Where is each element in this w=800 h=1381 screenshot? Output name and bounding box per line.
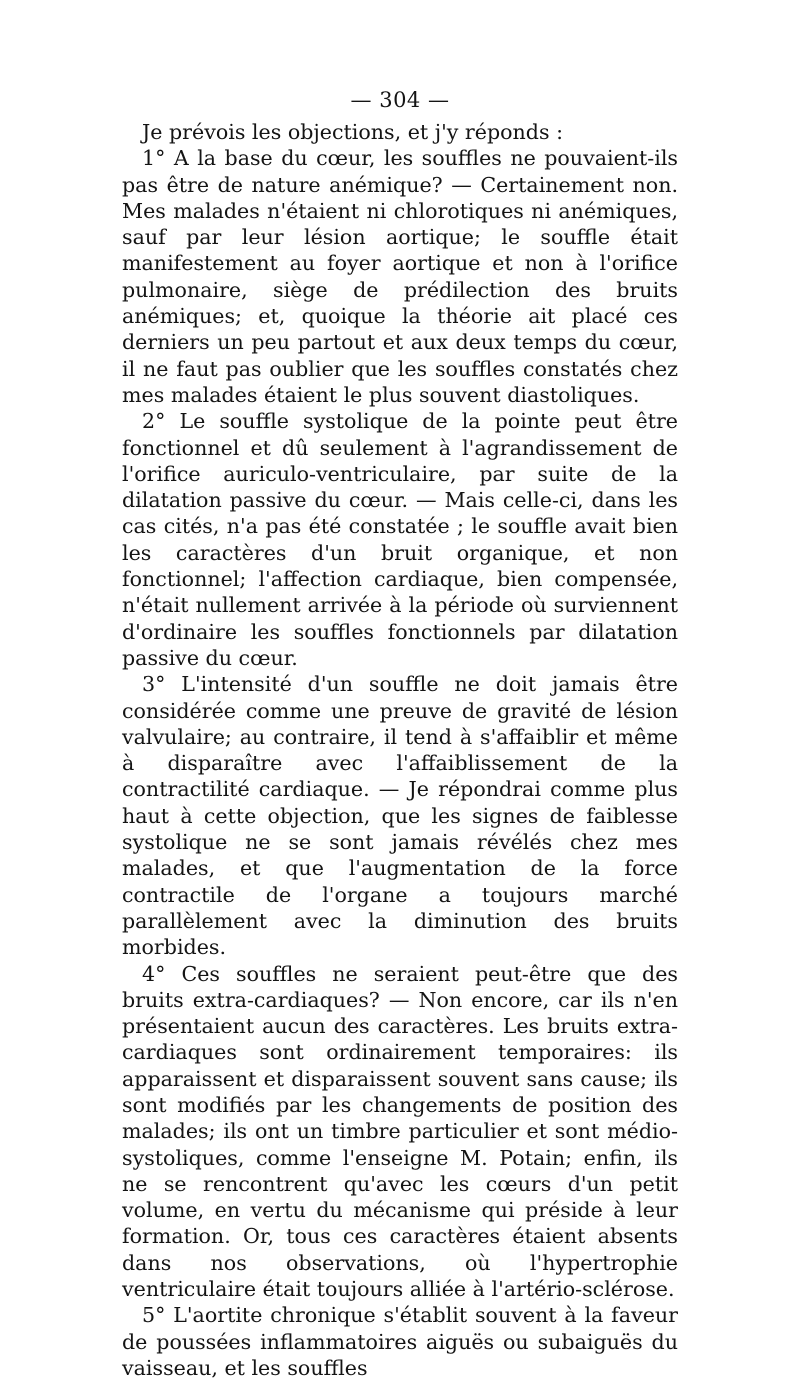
body-text <box>122 119 678 1381</box>
page-number: — 304 — <box>350 88 450 112</box>
paragraph-objection-1: 1° A la base du cœur, les souffles ne pouvaient-ils pas être de nature anémique? — Certainement non. Mes malades n'étaient ni chlorotiques ni anémiques, sauf par leur lésion aortique; le souffle était manifestement au foyer aortique et non à l'orifice pulmonaire, siège de prédilection des bruits anémiques; et, quoique la théorie ait placé ces derniers un peu partout et aux deux temps du cœur, il ne faut pas oublier que les souffles constatés chez mes malades étaient le plus souvent diastoliques. <box>122 146 678 407</box>
paragraph-objection-2: 2° Le souffle systolique de la pointe peut être fonctionnel et dû seulement à l'agrandissement de l'orifice auriculo-ventriculaire, par suite de la dilatation passive du cœur. — Mais celle-ci, dans les cas cités, n'a pas été constatée ; le souffle avait bien les caractères d'un bruit organique, et non fonctionnel; l'affection cardiaque, bien compensée, n'était nullement arrivée à la période où surviennent d'ordinaire les souffles fonctionnels par dilatation passive du cœur. <box>122 409 678 670</box>
paragraph-objection-3: 3° L'intensité d'un souffle ne doit jamais être considérée comme une preuve de gravité de lésion valvulaire; au contraire, il tend à s'affaiblir et même à disparaître avec l'affaiblissement de la contractilité cardiaque. — Je répondrai comme plus haut à cette objection, que les signes de faiblesse systolique ne se sont jamais révélés chez mes malades, et que l'augmentation de la force contractile de l'organe a toujours marché parallèlement avec la diminution des bruits morbides. <box>122 672 678 960</box>
paragraph-objection-4: 4° Ces souffles ne seraient peut-être que des bruits extra-cardiaques? — Non encore, car ils n'en présentaient aucun des caractères. Les bruits extra-cardiaques sont ordinairement temporaires: ils apparaissent et disparaissent souvent sans cause; ils sont modifiés par les changements de position des malades; ils ont un timbre particulier et sont médio-systoliques, comme l'enseigne M. Potain; enfin, ils ne se rencontrent qu'avec les cœurs d'un petit volume, en vertu du mécanisme qui préside à leur formation. Or, tous ces caractères étaient absents dans nos observations, où l'hypertrophie ventriculaire était toujours alliée à l'artério-sclérose. <box>122 961 678 1302</box>
paragraph-intro: Je prévois les objections, et j'y réponds : <box>142 120 564 144</box>
paragraph-objection-5: 5° L'aortite chronique s'établit souvent à la faveur de poussées inflammatoires aiguës ou subaiguës du vaisseau, et les souffles <box>122 1303 678 1380</box>
